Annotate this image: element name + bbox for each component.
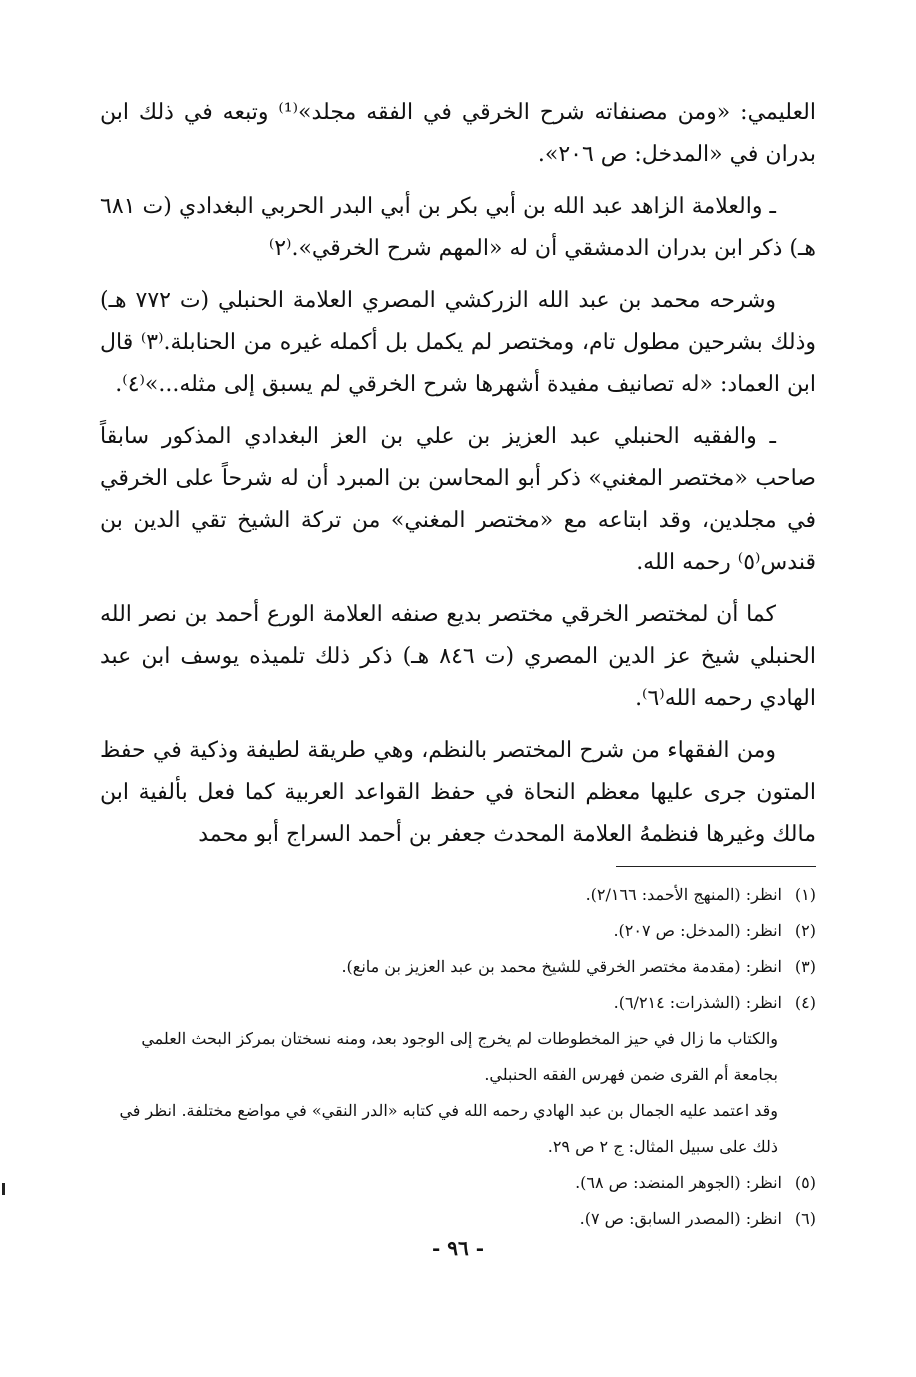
footnote-number: (٤) (794, 993, 816, 1012)
footnote-number: (٥) (794, 1173, 816, 1192)
footnote-number: (٢) (794, 921, 816, 940)
footnote-3 (100, 949, 816, 985)
footnote-text: انظر: (الجوهر المنضد: ص ٦٨). (575, 1173, 782, 1192)
footnote-1 (100, 877, 816, 913)
footnote-6 (100, 1201, 816, 1237)
page-number: - ٩٦ - (431, 1236, 484, 1260)
footnote-number: (١) (794, 885, 816, 904)
paragraph-2: ـ والعلامة الزاهد عبد الله بن أبي بكر بن أبي البدر الحربي البغدادي (ت ٦٨١ هـ) ذكر ابن بدران الدمشقي أن له «المهم شرح الخرقي».⁽٢⁾ (100, 194, 816, 261)
footnote-text: انظر: (الشذرات: ٦/٢١٤). (613, 993, 782, 1012)
page-body (100, 92, 816, 1237)
footnote-5 (100, 1165, 816, 1201)
paragraph-4: ـ والفقيه الحنبلي عبد العزيز بن علي بن العز البغدادي المذكور سابقاً صاحب «مختصر المغني» ذكر أبو المحاسن بن المبرد أن له شرحاً على الخرقي في مجلدين، وقد ابتاعه مع «مختصر المغني» من تركة الشيخ تقي الدين بن قندس⁽٥⁾ رحمه الله. (100, 424, 816, 575)
footnote-text: انظر: (مقدمة مختصر الخرقي للشيخ محمد بن عبد العزيز بن مانع). (341, 957, 782, 976)
footnote-text: والكتاب ما زال في حيز المخطوطات لم يخرج إلى الوجود بعد، ومنه نسختان بمركز البحث العلمي بجامعة أم القرى ضمن فهرس الفقه الحنبلي. (141, 1029, 778, 1084)
footnote-2 (100, 913, 816, 949)
footnote-number: (٦) (794, 1209, 816, 1228)
footnote-4-continuation-b (100, 1093, 816, 1165)
scan-edge-mark (2, 1183, 5, 1195)
paragraph-3: وشرحه محمد بن عبد الله الزركشي المصري العلامة الحنبلي (ت ٧٧٢ هـ) وذلك بشرحين مطول تام، ومختصر لم يكمل بل أكمله غيره من الحنابلة.⁽٣⁾ قال ابن العماد: «له تصانيف مفيدة أشهرها شرح الخرقي لم يسبق إلى مثله...»⁽٤⁾. (100, 288, 816, 397)
footnote-text: انظر: (المدخل: ص ٢٠٧). (613, 921, 782, 940)
footnote-number: (٣) (794, 957, 816, 976)
footnote-text: وقد اعتمد عليه الجمال بن عبد الهادي رحمه الله في كتابه «الدر النقي» في مواضع مختلفة. انظر في ذلك على سبيل المثال: ج ٢ ص ٢٩. (119, 1101, 778, 1156)
paragraph-6: ومن الفقهاء من شرح المختصر بالنظم، وهي طريقة لطيفة وذكية في حفظ المتون جرى عليها معظم النحاة في حفظ القواعد العربية كما فعل بألفية ابن مالك وغيرها فنظمهُ العلامة المحدث جعفر بن أحمد السراج أبو محمد (100, 738, 816, 847)
footnote-separator (616, 866, 816, 867)
footnotes (100, 877, 816, 1237)
paragraph-5: كما أن لمختصر الخرقي مختصر بديع صنفه العلامة الورع أحمد بن نصر الله الحنبلي شيخ عز الدين المصري (ت ٨٤٦ هـ) ذكر ذلك تلميذه يوسف ابن عبد الهادي رحمه الله⁽٦⁾. (100, 602, 816, 711)
paragraph-1: العليمي: «ومن مصنفاته شرح الخرقي في الفقه مجلد»⁽¹⁾ وتبعه في ذلك ابن بدران في «المدخل: ص ٢٠٦». (100, 100, 816, 167)
footnote-text: انظر: (المصدر السابق: ص ٧). (579, 1209, 782, 1228)
footnote-4-continuation-a (100, 1021, 816, 1093)
footnote-4 (100, 985, 816, 1021)
footnote-text: انظر: (المنهج الأحمد: ٢/١٦٦). (585, 885, 782, 904)
